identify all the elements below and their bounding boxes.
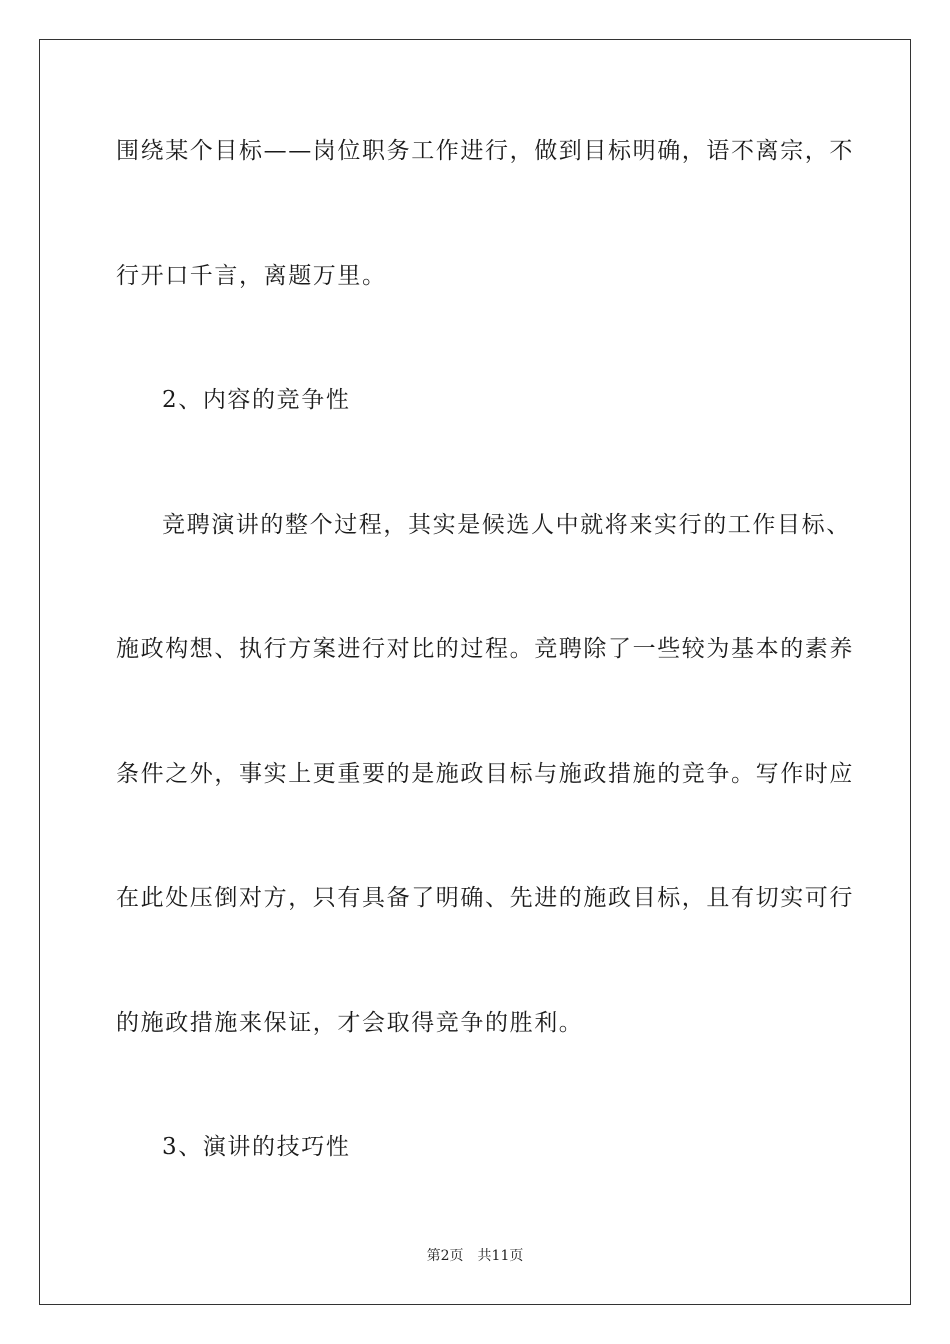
section-heading: 2、内容的竞争性 bbox=[162, 387, 351, 413]
body-text-line: 条件之外，事实上更重要的是施政目标与施政措施的竞争。写作时应 bbox=[116, 761, 854, 787]
body-text-line: 围绕某个目标——岗位职务工作进行，做到目标明确，语不离宗，不 bbox=[116, 138, 854, 164]
page-number: 第2页 bbox=[426, 1248, 464, 1264]
body-text-line: 施政构想、执行方案进行对比的过程。竞聘除了一些较为基本的素养 bbox=[116, 636, 854, 662]
body-text-line: 行开口千言，离题万里。 bbox=[116, 263, 387, 289]
body-text-line: 的施政措施来保证，才会取得竞争的胜利。 bbox=[116, 1010, 584, 1036]
page-total: 共11页 bbox=[477, 1248, 524, 1264]
body-text-line: 在此处压倒对方，只有具备了明确、先进的施政目标，且有切实可行 bbox=[116, 885, 854, 911]
page-frame bbox=[39, 39, 911, 1305]
body-text-line: 竞聘演讲的整个过程，其实是候选人中就将来实行的工作目标、 bbox=[162, 512, 851, 538]
section-heading: 3、演讲的技巧性 bbox=[162, 1134, 351, 1160]
page-footer bbox=[0, 1247, 950, 1265]
